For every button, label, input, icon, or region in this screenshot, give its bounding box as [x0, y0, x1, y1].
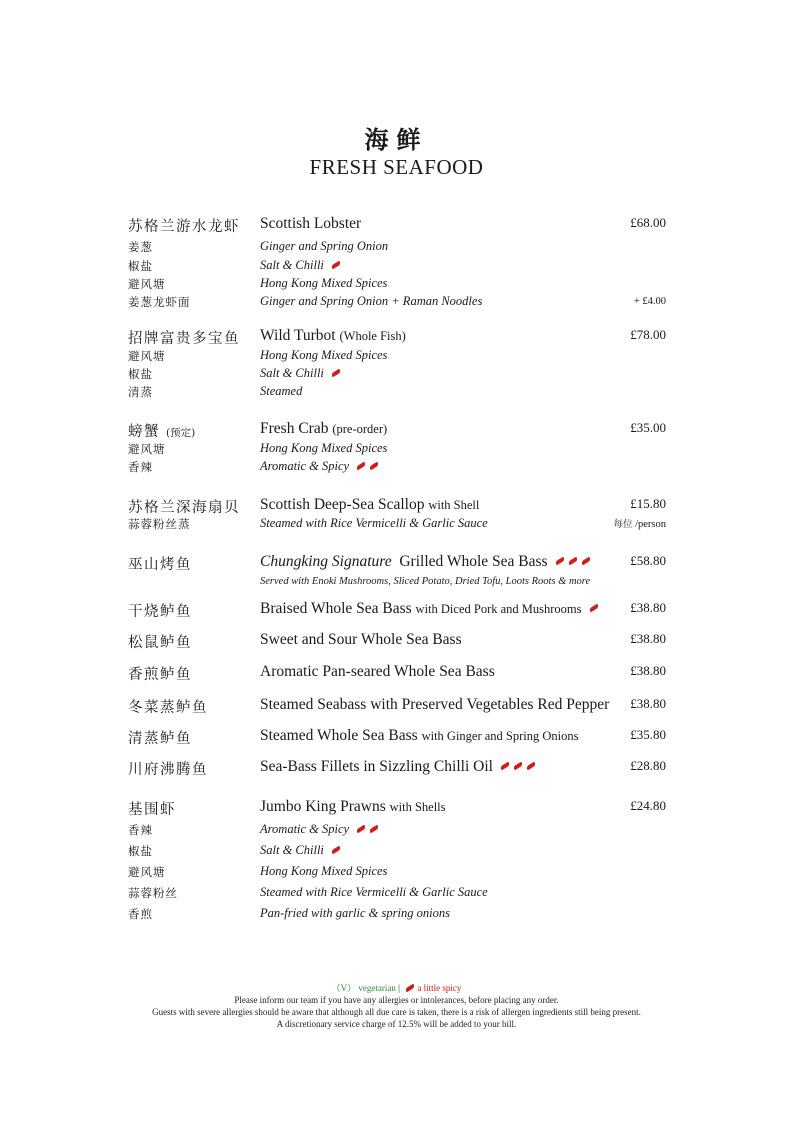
- option-price: + £4.00: [633, 296, 666, 307]
- dish-name-chinese: 松鼠鲈鱼: [128, 635, 192, 651]
- preorder-note-chinese: (预定): [166, 427, 196, 439]
- chilli-pepper-icon: [554, 557, 565, 566]
- vegetarian-legend: （V） vegetarian: [331, 983, 396, 993]
- option-name: Hong Kong Mixed Spices: [260, 276, 388, 290]
- spice-indicator: [328, 843, 341, 857]
- option-name-chinese: 避风塘: [128, 277, 166, 291]
- option-name: Pan-fried with garlic & spring onions: [260, 906, 450, 920]
- option-name: Ginger and Spring Onion + Raman Noodles: [260, 294, 483, 308]
- option-name-chinese: 避风塘: [128, 349, 166, 363]
- per-person-label: [613, 516, 666, 530]
- page-title-chinese: 海鲜: [364, 125, 429, 154]
- dish-name: Sea-Bass Fillets in Sizzling Chilli Oil: [260, 758, 493, 775]
- dish-note: with Ginger and Spring Onions: [421, 729, 579, 743]
- dish-name-wrap: [260, 496, 479, 514]
- dish-detail-row: [0, 576, 793, 598]
- menu-item-crab: [0, 420, 793, 442]
- chilli-pepper-icon: [567, 557, 578, 566]
- legend-separator: |: [398, 983, 400, 993]
- dish-name-chinese: 巫山烤鱼: [128, 557, 192, 573]
- option-name-chinese: 姜葱: [128, 240, 153, 254]
- option-row: [0, 843, 793, 865]
- dish-name: Steamed Whole Sea Bass: [260, 727, 418, 744]
- dish-name: Fresh Crab: [260, 420, 329, 437]
- menu-item: [0, 758, 793, 780]
- chilli-pepper-icon: [513, 762, 524, 771]
- dish-note: with Shells: [389, 800, 446, 814]
- allergy-notice: Please inform our team if you have any allergies or intolerances, before placing any order.: [234, 995, 559, 1005]
- option-name-chinese: 椒盐: [128, 367, 153, 381]
- chilli-pepper-icon: [331, 369, 342, 378]
- per-person-english: /person: [635, 519, 666, 530]
- dish-name-wrap: [260, 600, 599, 618]
- option-name-wrap: [260, 822, 379, 837]
- spice-indicator: [497, 758, 536, 775]
- dish-name-wrap: [260, 327, 406, 345]
- dish-name: Scottish Lobster: [260, 215, 362, 232]
- dish-name: Grilled Whole Sea Bass: [399, 553, 548, 570]
- dish-price: £35.00: [630, 420, 666, 435]
- spice-indicator: [586, 600, 599, 617]
- option-name-chinese: 香辣: [128, 460, 153, 474]
- dish-note: with Shell: [428, 498, 480, 512]
- option-row: [0, 885, 793, 907]
- option-name-chinese: 椒盐: [128, 844, 153, 858]
- dish-name-chinese: 招牌富贵多宝鱼: [128, 331, 240, 347]
- option-name-chinese: 蒜蓉粉丝蒸: [128, 517, 191, 531]
- spice-indicator: [353, 822, 379, 836]
- menu-item-lobster: [0, 215, 793, 237]
- dish-price: £38.80: [630, 696, 666, 711]
- chilli-pepper-icon: [500, 762, 511, 771]
- option-name: Aromatic & Spicy: [260, 459, 350, 473]
- dish-price: £38.80: [630, 600, 666, 615]
- menu-item: [0, 631, 793, 653]
- dish-note: (pre-order): [332, 422, 388, 436]
- option-row: [0, 822, 793, 844]
- dish-name: Steamed Seabass with Preserved Vegetables Red Pepper: [260, 696, 610, 713]
- chilli-pepper-icon: [580, 557, 591, 566]
- dish-price: £15.80: [630, 496, 666, 511]
- dish-price: £58.80: [630, 553, 666, 568]
- option-name: Steamed: [260, 384, 303, 398]
- option-name-chinese: 香煎: [128, 907, 153, 921]
- option-name: Salt & Chilli: [260, 258, 324, 272]
- menu-item-chungking-sea-bass: [0, 553, 793, 575]
- option-name-wrap: [260, 459, 379, 474]
- dish-name-chinese: 川府沸腾鱼: [128, 762, 208, 778]
- dish-detail: Served with Enoki Mushrooms, Sliced Potato, Dried Tofu, Loots Roots & more: [260, 576, 591, 587]
- option-name-chinese: 香辣: [128, 823, 153, 837]
- dish-name-wrap: [260, 420, 387, 438]
- menu-item-turbot: [0, 327, 793, 349]
- dish-name: Wild Turbot: [260, 327, 336, 344]
- option-name-chinese: 避风塘: [128, 442, 166, 456]
- dish-note: (Whole Fish): [339, 329, 406, 343]
- option-row: [0, 384, 793, 406]
- option-row: [0, 906, 793, 928]
- dish-name-chinese: 苏格兰游水龙虾: [128, 219, 240, 235]
- page-title: FRESH SEAFOOD: [309, 155, 484, 179]
- dish-price: £24.80: [630, 798, 666, 813]
- dish-name: Jumbo King Prawns: [260, 798, 386, 815]
- menu-item: [0, 696, 793, 718]
- option-name-chinese: 清蒸: [128, 385, 153, 399]
- spice-indicator: [353, 459, 379, 473]
- option-name: Hong Kong Mixed Spices: [260, 441, 388, 455]
- option-row: [0, 294, 793, 316]
- option-name: Steamed with Rice Vermicelli & Garlic Sauce: [260, 885, 488, 899]
- dish-name: Scottish Deep-Sea Scallop: [260, 496, 425, 513]
- service-charge-notice: A discretionary service charge of 12.5% will be added to your bill.: [276, 1019, 517, 1029]
- dish-name-chinese: 香煎鲈鱼: [128, 667, 192, 683]
- dish-note: with Diced Pork and Mushrooms: [415, 602, 582, 616]
- chilli-pepper-icon: [356, 462, 367, 471]
- menu-item: [0, 727, 793, 749]
- spice-indicator: [328, 366, 341, 380]
- dish-name: Sweet and Sour Whole Sea Bass: [260, 631, 462, 648]
- option-name-chinese: 椒盐: [128, 259, 153, 273]
- option-name-wrap: [260, 843, 341, 858]
- dish-name-chinese: 干烧鲈鱼: [128, 604, 192, 620]
- chilli-pepper-icon: [369, 462, 380, 471]
- dish-name-chinese: 螃蟹: [128, 424, 160, 440]
- option-name: Steamed with Rice Vermicelli & Garlic Sauce: [260, 516, 488, 530]
- chilli-pepper-icon: [356, 825, 367, 834]
- option-name: Aromatic & Spicy: [260, 822, 350, 836]
- chilli-pepper-icon: [331, 261, 342, 270]
- spicy-legend: a little spicy: [417, 983, 462, 993]
- chilli-pepper-icon: [526, 762, 537, 771]
- option-name-chinese: 蒜蓉粉丝: [128, 886, 178, 900]
- option-name-wrap: [260, 258, 341, 273]
- menu-item-scallop: [0, 496, 793, 518]
- option-name-wrap: [260, 366, 341, 381]
- dish-name: Aromatic Pan-seared Whole Sea Bass: [260, 663, 495, 680]
- dish-name: Braised Whole Sea Bass: [260, 600, 412, 617]
- dish-price: £28.80: [630, 758, 666, 773]
- chilli-pepper-icon: [588, 604, 599, 613]
- spice-indicator: [328, 258, 341, 272]
- dish-name-wrap: [260, 798, 446, 816]
- option-name: Hong Kong Mixed Spices: [260, 864, 388, 878]
- dish-price: £38.80: [630, 663, 666, 678]
- dish-price: £35.80: [630, 727, 666, 742]
- option-row: [0, 864, 793, 886]
- chilli-pepper-icon: [369, 825, 380, 834]
- dish-price: £68.00: [630, 215, 666, 230]
- menu-item: [0, 663, 793, 685]
- dish-price: £38.80: [630, 631, 666, 646]
- dish-name-wrap: [260, 727, 579, 745]
- option-row: [0, 516, 793, 538]
- spice-indicator: [552, 553, 591, 570]
- option-name-chinese: 姜葱龙虾面: [128, 295, 191, 309]
- chilli-pepper-icon: [331, 846, 342, 855]
- dish-name-wrap: [260, 758, 536, 776]
- option-name: Salt & Chilli: [260, 366, 324, 380]
- option-row: [0, 459, 793, 481]
- option-name: Salt & Chilli: [260, 843, 324, 857]
- signature-label: Chungking Signature: [260, 553, 392, 570]
- dish-name-chinese: 清蒸鲈鱼: [128, 731, 192, 747]
- legend: [0, 982, 793, 994]
- allergy-warning: Guests with severe allergies should be aware that although all due care is taken, there is a risk of allergen ingredients still being present.: [152, 1007, 641, 1017]
- option-name: Hong Kong Mixed Spices: [260, 348, 388, 362]
- option-name: Ginger and Spring Onion: [260, 239, 389, 253]
- dish-name-wrap: [260, 553, 591, 571]
- dish-name-chinese: 冬菜蒸鲈鱼: [128, 700, 208, 716]
- dish-name-chinese: 苏格兰深海扇贝: [128, 500, 240, 516]
- dish-name-chinese: 基围虾: [128, 802, 176, 818]
- per-person-chinese: 每位: [613, 519, 633, 530]
- dish-price: £78.00: [630, 327, 666, 342]
- option-name-chinese: 避风塘: [128, 865, 166, 879]
- chilli-pepper-icon: [405, 984, 416, 993]
- menu-item-prawns: [0, 798, 793, 820]
- menu-item: [0, 600, 793, 622]
- dish-name-chinese-wrap: [128, 420, 195, 441]
